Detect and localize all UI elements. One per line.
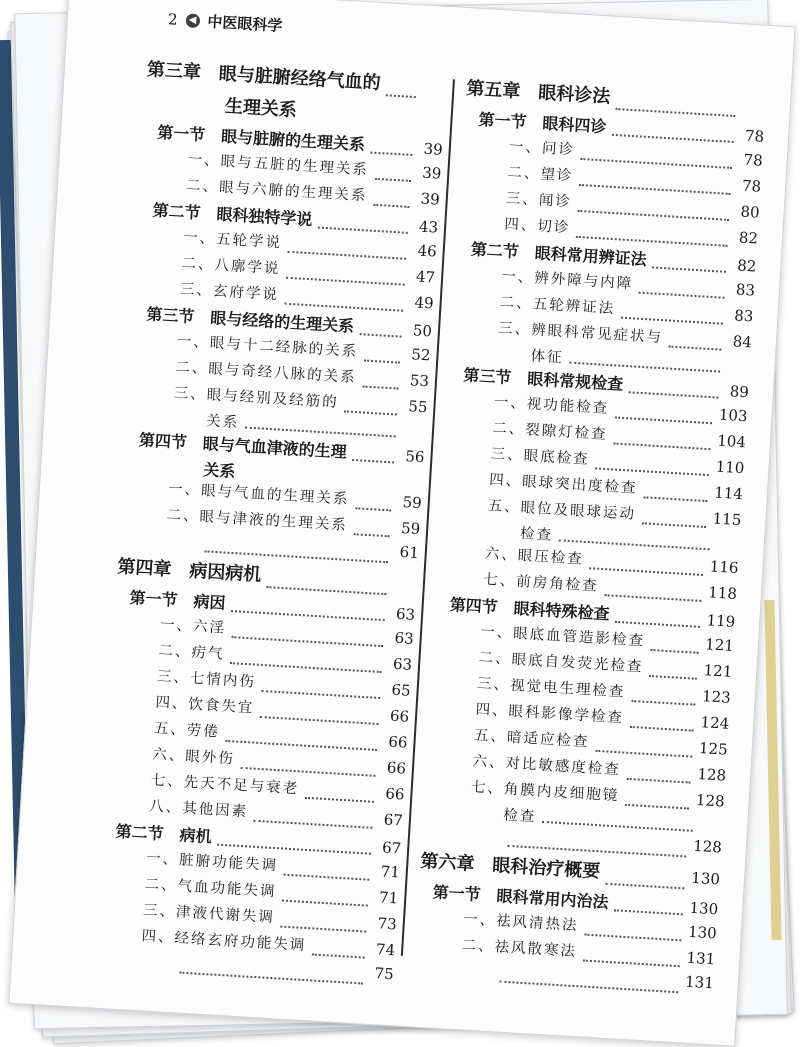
toc-entry-label: 第二节 病机 bbox=[115, 821, 213, 847]
toc-page-number: 67 bbox=[383, 810, 404, 830]
toc-page-number: 73 bbox=[377, 914, 398, 934]
toc-page-number: 123 bbox=[701, 687, 732, 707]
toc-entry-label: 第五章 眼科诊法 bbox=[465, 78, 611, 108]
toc-entry-label: 一、眼底血管造影检查 bbox=[479, 623, 646, 650]
toc-entry-label: 三、辨眼科常见症状与 bbox=[497, 320, 664, 347]
dot-leader bbox=[344, 410, 397, 415]
toc-page-number: 110 bbox=[715, 457, 745, 478]
toc-entry-label: 一、辨外障与内障 bbox=[500, 268, 634, 293]
page-header bbox=[167, 8, 283, 36]
toc-entry-label: 二、眼底自发荧光检查 bbox=[478, 649, 644, 676]
dot-leader bbox=[386, 94, 416, 98]
dot-leader bbox=[625, 804, 690, 810]
toc-page-number: 103 bbox=[718, 405, 748, 426]
toc-entry-label: 第六章 眼科治疗概要 bbox=[419, 850, 601, 883]
toc-entry-label: 二、气血功能失调 bbox=[144, 876, 277, 901]
dot-leader bbox=[280, 926, 366, 933]
toc-page-number: 119 bbox=[706, 611, 736, 631]
toc-page-number: 66 bbox=[387, 732, 409, 752]
toc-entry-label: 关系 bbox=[202, 460, 236, 482]
toc-entry-label: 六、眼外伤 bbox=[151, 746, 236, 768]
toc-page-number: 63 bbox=[395, 604, 416, 624]
toc-entry-label: 六、对比敏感度检查 bbox=[472, 753, 622, 779]
dot-leader bbox=[629, 726, 694, 732]
toc-page-number bbox=[235, 477, 259, 478]
toc-entry-label: 三、闻诊 bbox=[505, 190, 573, 211]
toc-page-number: 61 bbox=[399, 542, 420, 563]
toc-page-number: 39 bbox=[423, 139, 444, 159]
toc-page-number: 78 bbox=[743, 150, 764, 170]
dot-leader bbox=[360, 333, 402, 337]
toc-page-number: 83 bbox=[735, 280, 756, 300]
toc-page-number: 115 bbox=[712, 509, 742, 530]
toc-page-number: 67 bbox=[381, 838, 402, 858]
dot-leader bbox=[318, 227, 408, 234]
toc-entry-label: 检查 bbox=[502, 807, 537, 826]
toc-page-number: 124 bbox=[700, 713, 730, 733]
toc-page-number bbox=[402, 437, 426, 438]
dot-leader bbox=[649, 675, 697, 680]
dot-leader bbox=[312, 953, 365, 958]
toc-entry-label: 一、脏腑功能失调 bbox=[145, 850, 279, 875]
toc-entry-label: 检查 bbox=[519, 526, 554, 544]
toc-entry-label: 一、眼与五脏的生理关系 bbox=[187, 151, 370, 179]
toc-entry-label: 二、疠气 bbox=[158, 642, 225, 663]
toc-page-number: 130 bbox=[689, 898, 719, 919]
toc-entry-label: 三、玄府学说 bbox=[179, 281, 280, 304]
toc-entry-label: 一、祛风清热法 bbox=[462, 911, 579, 935]
toc-entry-label: 四、切诊 bbox=[503, 216, 571, 237]
dot-leader bbox=[179, 972, 363, 985]
toc-page-number: 121 bbox=[703, 661, 733, 681]
toc-page-number: 82 bbox=[736, 256, 757, 276]
toc-entry-label: 第一节 眼科四诊 bbox=[478, 109, 607, 137]
toc-page-number: 131 bbox=[684, 972, 715, 993]
dot-leader bbox=[370, 151, 412, 155]
toc-left-column bbox=[93, 55, 447, 991]
toc-entry-label: 二、眼与奇经八脉的关系 bbox=[174, 359, 358, 387]
dot-leader bbox=[282, 900, 368, 907]
toc-page-number: 131 bbox=[686, 948, 716, 969]
toc-page-number: 78 bbox=[741, 176, 762, 196]
toc-page-number: 116 bbox=[709, 557, 739, 578]
dot-leader bbox=[605, 883, 684, 890]
dot-leader bbox=[629, 391, 719, 398]
toc-page-number: 121 bbox=[704, 635, 735, 655]
dot-leader bbox=[615, 416, 713, 424]
toc-entry-label: 七、角膜内皮细胞镜 bbox=[470, 779, 620, 805]
toc-page-number: 47 bbox=[415, 267, 436, 287]
toc-entry-label: 六、眼压检查 bbox=[484, 545, 585, 568]
dot-leader bbox=[352, 459, 394, 463]
dot-leader bbox=[283, 874, 369, 881]
dot-leader bbox=[362, 385, 399, 389]
toc-entry-label: 第一节 病因 bbox=[129, 588, 227, 613]
toc-page-number: 84 bbox=[732, 332, 753, 352]
toc-entry-label: 三、七情内伤 bbox=[156, 668, 257, 691]
toc-entry-label: 三、视觉电生理检查 bbox=[476, 675, 626, 701]
toc-entry-label: 三、眼底检查 bbox=[490, 446, 591, 469]
toc-entry-label: 第三节 眼与经络的生理关系 bbox=[145, 304, 355, 336]
dot-leader bbox=[639, 292, 725, 299]
toc-page-number: 74 bbox=[375, 940, 396, 960]
toc-entry-label: 一、五轮学说 bbox=[182, 229, 283, 252]
dot-leader bbox=[305, 797, 374, 803]
dot-leader bbox=[604, 594, 702, 602]
dot-leader bbox=[582, 959, 680, 967]
toc-entry-label: 体征 bbox=[530, 348, 565, 367]
toc-entry-label: 七、先天不足与衰老 bbox=[150, 772, 300, 798]
toc-page-number: 82 bbox=[738, 228, 759, 248]
toc-entry-label: 四、饮食失宜 bbox=[154, 694, 255, 717]
toc-page-number bbox=[393, 589, 417, 590]
toc-page-number: 114 bbox=[713, 483, 744, 504]
toc-entry-label: 二、八廓学说 bbox=[181, 255, 281, 278]
toc-page bbox=[8, 0, 795, 1047]
toc-page-number: 89 bbox=[729, 382, 750, 402]
toc-entry-label: 八、其他因素 bbox=[148, 798, 249, 821]
toc-page-number: 130 bbox=[687, 922, 718, 943]
toc-entry-label: 第二节 眼科常用辨证法 bbox=[470, 239, 648, 270]
toc-page-number: 125 bbox=[698, 739, 729, 759]
dot-leader bbox=[621, 317, 723, 325]
toc-entry-label: 四、眼球突出度检查 bbox=[488, 472, 638, 497]
toc-page-number: 63 bbox=[392, 654, 413, 674]
toc-page-number: 59 bbox=[402, 493, 423, 513]
toc-page-number bbox=[726, 372, 750, 373]
dot-leader bbox=[374, 178, 411, 182]
toc-entry-label: 二、裂隙灯检查 bbox=[491, 420, 609, 444]
toc-entry-label: 生理关系 bbox=[224, 95, 298, 122]
toc-page-number: 43 bbox=[418, 217, 439, 237]
toc-page-number: 52 bbox=[410, 345, 432, 365]
dot-leader bbox=[652, 266, 726, 272]
dot-leader bbox=[626, 778, 691, 784]
toc-entry-label: 第三章 眼与脏腑经络气血的 bbox=[146, 59, 382, 94]
toc-entry-label: 第一节 眼与脏腑的生理关系 bbox=[156, 122, 366, 155]
dot-leader bbox=[584, 934, 682, 942]
toc-entry-label: 三、津液代谢失调 bbox=[142, 902, 276, 927]
toc-page-number: 78 bbox=[744, 126, 765, 146]
toc-page-number: 55 bbox=[407, 397, 428, 417]
toc-page-number: 128 bbox=[696, 764, 727, 785]
toc-page-number: 130 bbox=[690, 868, 721, 889]
book-title: 中医眼科学 bbox=[206, 12, 283, 36]
toc-entry-label: 二、祛风散寒法 bbox=[461, 937, 578, 961]
toc-page-number: 104 bbox=[716, 431, 747, 452]
dot-leader bbox=[595, 750, 693, 758]
toc-entry-label: 一、问诊 bbox=[508, 138, 576, 159]
dot-leader bbox=[641, 522, 706, 528]
toc-page-number: 50 bbox=[412, 321, 433, 341]
dot-leader bbox=[373, 204, 410, 208]
toc-entry-label: 第一节 眼科常用内治法 bbox=[432, 882, 609, 912]
toc-page-number: 66 bbox=[386, 758, 407, 778]
toc-page-number bbox=[715, 550, 739, 551]
dot-leader bbox=[355, 507, 392, 511]
toc-entry-label: 五、暗适应检查 bbox=[473, 727, 590, 751]
toc-page-number: 63 bbox=[394, 628, 415, 648]
toc-page-number: 66 bbox=[384, 784, 405, 804]
toc-right-column bbox=[413, 74, 766, 1000]
toc-page-number: 75 bbox=[374, 964, 395, 984]
toc-page-number: 46 bbox=[417, 241, 438, 261]
toc-page-number: 39 bbox=[421, 163, 442, 183]
toc-page-number bbox=[296, 116, 320, 117]
toc-page-number: 71 bbox=[380, 862, 401, 882]
toc-page-number: 128 bbox=[692, 836, 723, 857]
page-number: 2 bbox=[167, 9, 179, 29]
toc-entry-label: 五、劳倦 bbox=[153, 720, 221, 741]
dot-leader bbox=[615, 621, 700, 628]
dot-leader bbox=[650, 649, 698, 654]
toc-entry-label: 二、望诊 bbox=[507, 164, 574, 185]
toc-entry-label: 第三节 眼科常规检查 bbox=[462, 365, 624, 394]
toc-page-number: 118 bbox=[707, 583, 738, 603]
toc-page-number: 128 bbox=[695, 790, 726, 811]
toc-entry-label: 一、视功能检查 bbox=[493, 394, 610, 418]
toc-entry-label: 一、眼与十二经脉的关系 bbox=[176, 333, 359, 361]
toc-page-number: 39 bbox=[420, 189, 441, 209]
toc-page-number bbox=[699, 831, 723, 832]
toc-entry-label: 五、眼位及眼球运动 bbox=[487, 498, 637, 523]
toc-page-number bbox=[742, 110, 766, 111]
toc-entry-label: 四、眼科影像学检查 bbox=[475, 701, 625, 727]
dot-leader bbox=[613, 442, 711, 450]
toc-page-number: 66 bbox=[389, 706, 410, 726]
dot-leader bbox=[631, 700, 696, 706]
toc-entry-label: 二、五轮辨证法 bbox=[499, 294, 616, 318]
toc-page-number: 80 bbox=[739, 202, 761, 222]
toc-entry-label: 二、眼与六腑的生理关系 bbox=[185, 177, 368, 205]
toc-page-number: 83 bbox=[733, 306, 754, 326]
toc-entry-label: 第四章 病因病机 bbox=[116, 556, 262, 586]
dot-leader bbox=[668, 346, 721, 351]
dot-leader bbox=[643, 496, 708, 502]
toc-entry-label: 二、眼与津液的生理关系 bbox=[166, 507, 349, 534]
toc-page-number: 71 bbox=[378, 888, 399, 908]
toc-entry-label: 一、六淫 bbox=[159, 616, 227, 637]
toc-page-number: 53 bbox=[409, 371, 430, 391]
toc-page-number: 49 bbox=[414, 293, 435, 313]
toc-page-number: 56 bbox=[404, 447, 425, 467]
toc-page-number bbox=[422, 91, 446, 92]
toc-entry-label: 第四节 眼科特殊检查 bbox=[449, 595, 611, 624]
dot-leader bbox=[614, 909, 683, 915]
toc-entry-label: 第二节 眼科独特学说 bbox=[152, 200, 313, 230]
toc-entry-label: 一、眼与气血的生理关系 bbox=[167, 481, 350, 508]
toc-entry-label: 七、前房角检查 bbox=[482, 571, 600, 595]
toc-entry-label: 关系 bbox=[205, 413, 240, 432]
toc-page-number: 59 bbox=[400, 518, 421, 539]
toc-page-number: 65 bbox=[390, 680, 412, 700]
toc-entry-label: 四、经络玄府功能失调 bbox=[141, 928, 307, 955]
arrow-left-icon: ◀ bbox=[185, 13, 200, 28]
dot-leader bbox=[364, 359, 401, 363]
toc-entry-label: 第四节 眼与气血津液的生理 bbox=[138, 430, 348, 462]
toc-entry-label: 三、眼与经别及经筋的 bbox=[173, 385, 340, 412]
dot-leader bbox=[499, 981, 678, 994]
dot-leader bbox=[353, 533, 390, 537]
